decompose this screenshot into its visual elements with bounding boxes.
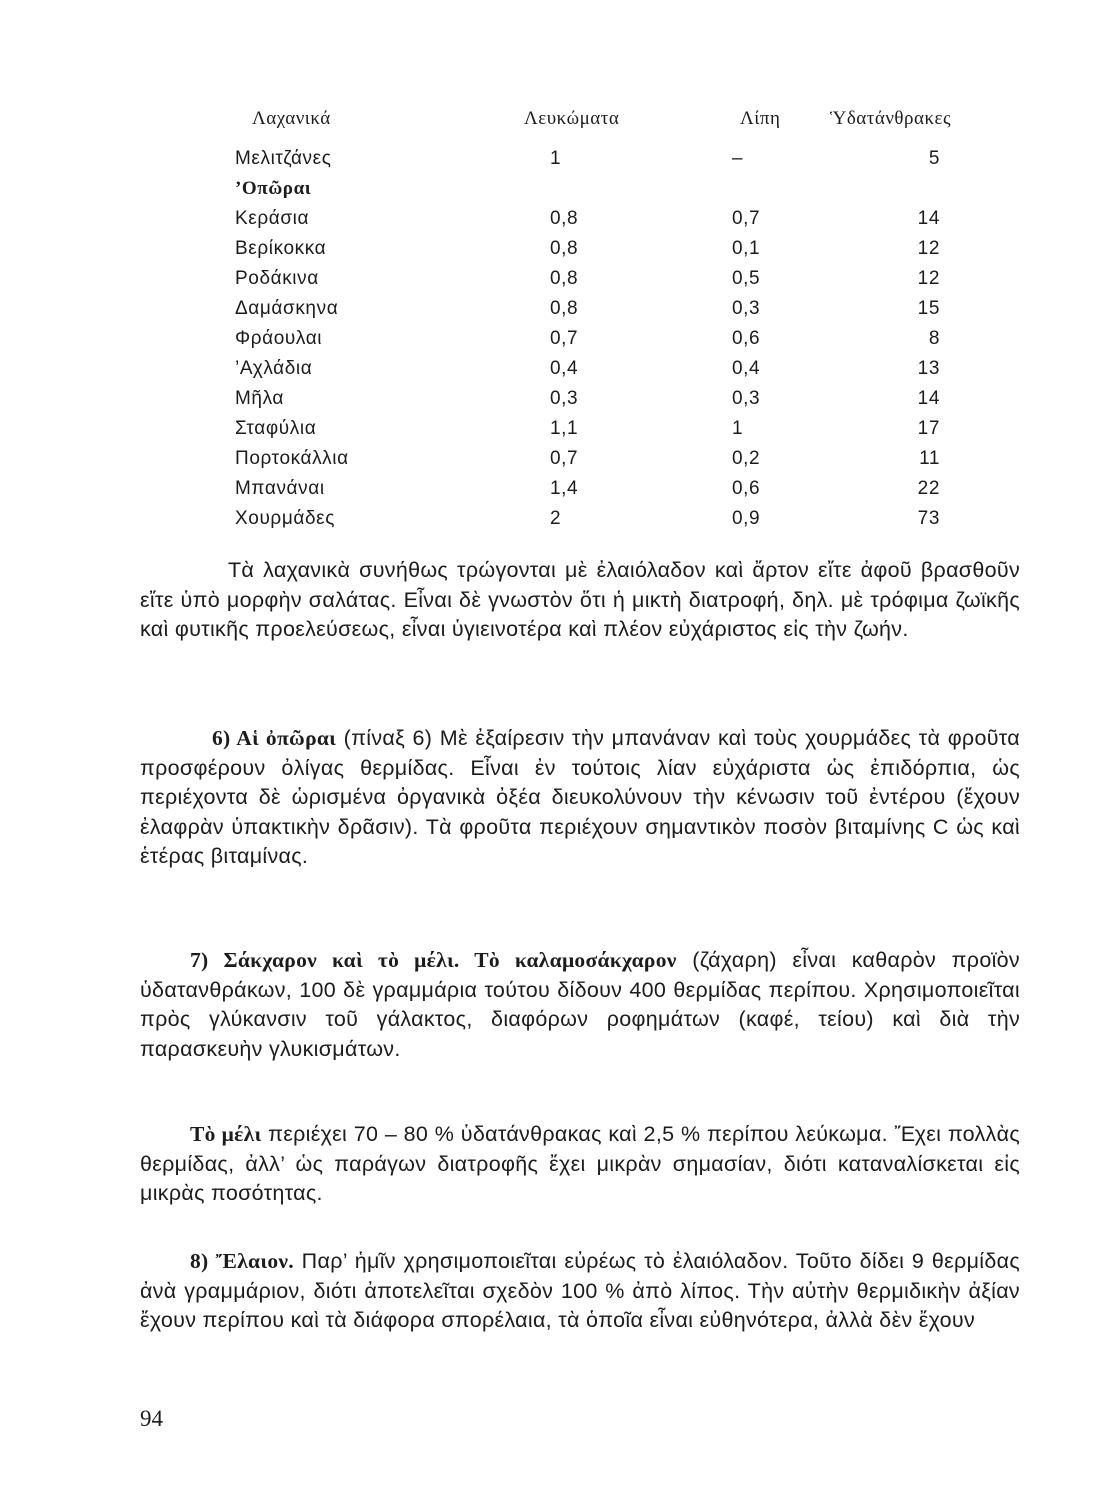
row-carbs-value: 12: [917, 238, 940, 259]
row-fat-value: 0,5: [732, 268, 761, 289]
paragraph-honey: [140, 1120, 1020, 1209]
paragraph-text: περιέχει 70 – 80 % ὑδατάνθρακας καὶ 2,5 % περίπου λεύκωμα. Ἔχει πολλὰς θερμίδας, ἀλλ’ ὡς παράγων διατροφῆς ἔχει μικρὰν σημασίαν, διότι καταναλίσκεται εἰς μικρὰς ποσότητας.: [140, 1122, 1020, 1206]
row-food-name: Δαμάσκηνα: [235, 298, 339, 319]
section-heading-oil: 8) Ἔλαιον.: [190, 1249, 294, 1273]
page-number: 94: [140, 1406, 163, 1431]
row-fat-value: 0,7: [732, 208, 761, 229]
table-row: [230, 298, 950, 328]
table-row: [230, 148, 950, 178]
row-carbs-value: 22: [917, 478, 940, 499]
row-fat-value: 0,3: [732, 388, 761, 409]
paragraph-sugar-honey: [140, 946, 1020, 1064]
table-group-label: ’Οπῶραι: [235, 178, 312, 199]
row-fat-value: 0,6: [732, 478, 761, 499]
table-row: [230, 418, 950, 448]
row-carbs-value: 73: [917, 508, 940, 529]
header-fats: Λίπη: [740, 108, 781, 129]
paragraph-oil: [140, 1247, 1020, 1336]
section-heading-sugar: 7) Σάκχαρον καὶ τὸ μέλι.: [190, 948, 460, 972]
table-row: [230, 358, 950, 388]
row-fat-value: 0,2: [732, 448, 761, 469]
row-protein-value: 1,4: [550, 478, 579, 499]
row-food-name: Μελιτζάνες: [235, 148, 332, 169]
row-food-name: Κεράσια: [235, 208, 310, 229]
row-protein-value: 0,7: [550, 328, 579, 349]
table-row: [230, 178, 950, 208]
table-row: [230, 208, 950, 238]
row-carbs-value: 5: [928, 148, 940, 169]
row-protein-value: 0,8: [550, 268, 579, 289]
row-carbs-value: 15: [917, 298, 940, 319]
paragraph-vegetables: [140, 556, 1020, 645]
paragraph-text: (ζάχαρη) εἶναι καθαρὸν προϊὸν ὑδατανθράκων, 100 δὲ γραμμάρια τούτου δίδουν 400 θερμίδας περίπου. Χρησιμοποιεῖται πρὸς γλύκανσιν τοῦ γάλακτος, διαφόρων ροφημάτων (καφέ, τείου) καὶ διὰ τὴν παρασκευὴν γλυκισμάτων.: [140, 948, 1020, 1061]
table-row: [230, 388, 950, 418]
row-protein-value: 1,1: [550, 418, 579, 439]
row-protein-value: 0,8: [550, 238, 579, 259]
table-header: [230, 108, 950, 148]
header-carbohydrates: Ὑδατάνθρακες: [830, 108, 952, 129]
row-protein-value: 0,7: [550, 448, 579, 469]
row-food-name: Μῆλα: [235, 388, 284, 409]
header-proteins: Λευκώματα: [524, 108, 620, 129]
table-row: [230, 328, 950, 358]
table-row: [230, 478, 950, 508]
row-fat-value: 0,6: [732, 328, 761, 349]
row-food-name: Πορτοκάλλια: [235, 448, 349, 469]
row-protein-value: 0,4: [550, 358, 579, 379]
row-carbs-value: 11: [919, 448, 940, 469]
row-food-name: Φράουλαι: [235, 328, 323, 349]
row-carbs-value: 13: [917, 358, 940, 379]
paragraph-text: (πίναξ 6) Μὲ ἐξαίρεσιν τὴν μπανάναν καὶ τοὺς χουρμάδες τὰ φροῦτα προσφέρουν ὀλίγας θερμίδας. Εἶναι ἐν τούτοις λίαν εὐχάριστα ὡς ἐπιδόρπια, ὡς περιέχοντα δὲ ὡρισμένα ὀργανικὰ ὀξέα διευκολύνουν τὴν κένωσιν τοῦ ἐντέρου (ἔχουν ἐλαφρὰν ὑπακτικὴν δρᾶσιν). Τὰ φροῦτα περιέχουν σημαντικὸν ποσὸν βιταμίνης C ὡς καὶ ἑτέρας βιταμίνας.: [140, 726, 1020, 869]
table-row: [230, 238, 950, 268]
row-protein-value: 0,8: [550, 298, 579, 319]
paragraph-fruits: [140, 724, 1020, 872]
table-row: [230, 268, 950, 298]
row-food-name: Βερίκοκκα: [235, 238, 327, 259]
row-food-name: Χουρμάδες: [235, 508, 335, 529]
paragraph-text: Τὰ λαχανικὰ συνήθως τρώγονται μὲ ἐλαιόλαδον καὶ ἄρτον εἴτε ἀφοῦ βρασθοῦν εἴτε ὑπὸ μορφὴν σαλάτας. Εἶναι δὲ γνωστὸν ὅτι ἡ μικτὴ διατροφή, δηλ. μὲ τρόφιμα ζωϊκῆς καὶ φυτικῆς προελεύσεως, εἶναι ὑγιεινοτέρα καὶ πλέον εὐχάριστος εἰς τὴν ζωήν.: [140, 558, 1020, 642]
row-food-name: Ροδάκινα: [235, 268, 319, 289]
header-vegetables: Λαχανικά: [252, 108, 331, 129]
term-honey: Τὸ μέλι: [190, 1122, 262, 1146]
section-heading-fruits: 6) Αἱ ὀπῶραι: [212, 726, 337, 750]
row-food-name: Μπανάναι: [235, 478, 325, 499]
row-fat-value: –: [732, 148, 744, 169]
row-protein-value: 2: [550, 508, 562, 529]
row-carbs-value: 8: [928, 328, 940, 349]
term-cane-sugar: Τὸ καλαμοσάκχαρον: [459, 948, 677, 972]
row-carbs-value: 12: [917, 268, 940, 289]
row-fat-value: 1: [732, 418, 744, 439]
paragraph-text: Παρ’ ἡμῖν χρησιμοποιεῖται εὐρέως τὸ ἐλαιόλαδον. Τοῦτο δίδει 9 θερμίδας ἀνὰ γραμμάριον, διότι ἀποτελεῖται σχεδὸν 100 % ἀπὸ λίπος. Τὴν αὐτὴν θερμιδικὴν ἀξίαν ἔχουν περίπου καὶ τὰ διάφορα σπορέλαια, τὰ ὁποῖα εἶναι εὐθηνότερα, ἀλλὰ δὲν ἔχουν: [140, 1249, 1020, 1333]
row-fat-value: 0,3: [732, 298, 761, 319]
table-row: [230, 448, 950, 478]
row-carbs-value: 14: [917, 208, 940, 229]
row-carbs-value: 14: [917, 388, 940, 409]
row-fat-value: 0,1: [732, 238, 761, 259]
table-row: [230, 508, 950, 538]
row-protein-value: 0,3: [550, 388, 579, 409]
row-protein-value: 1: [550, 148, 562, 169]
row-food-name: ’Αχλάδια: [235, 358, 313, 379]
row-carbs-value: 17: [917, 418, 940, 439]
row-fat-value: 0,9: [732, 508, 761, 529]
row-protein-value: 0,8: [550, 208, 579, 229]
table-body: [230, 148, 950, 538]
nutrition-table: [230, 108, 950, 538]
row-fat-value: 0,4: [732, 358, 761, 379]
row-food-name: Σταφύλια: [235, 418, 317, 439]
